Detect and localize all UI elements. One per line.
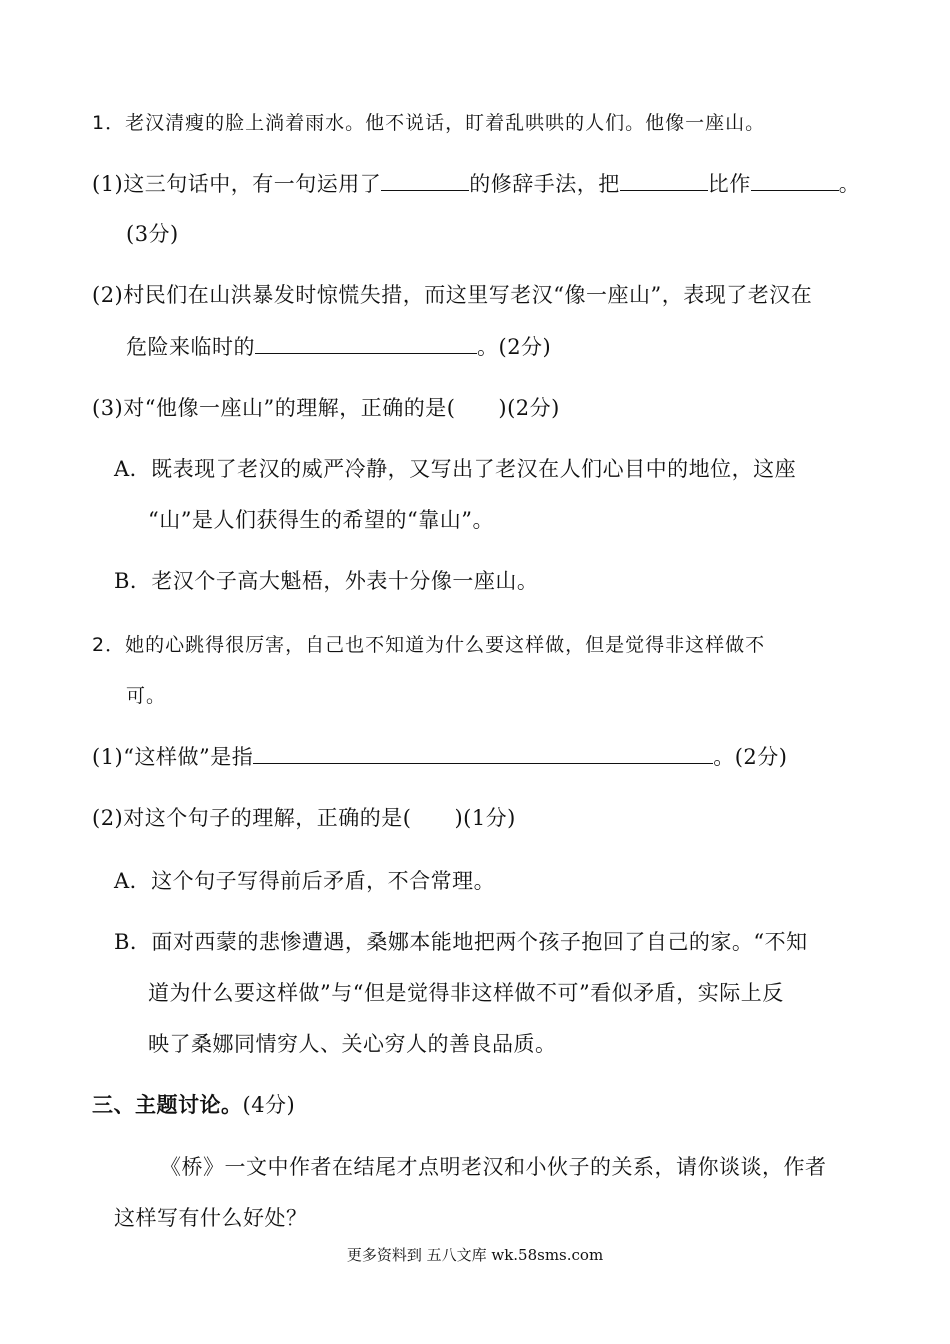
q2-stem-line2: 可。 — [126, 685, 167, 707]
q1-part1 — [92, 168, 860, 199]
section3-body-line1: 《桥》一文中作者在结尾才点明老汉和小伙子的关系，请你谈谈，作者 — [160, 1155, 827, 1179]
q2-blank-meaning[interactable] — [253, 741, 713, 764]
q2-option-b-line3: 映了桑娜同情穷人、关心穷人的善良品质。 — [148, 1032, 557, 1056]
q1-stem: 1．老汉清瘦的脸上淌着雨水。他不说话，盯着乱哄哄的人们。他像一座山。 — [92, 112, 766, 134]
q1-blank-quality[interactable] — [255, 331, 477, 354]
q2-stem-line1: 2．她的心跳得很厉害，自己也不知道为什么要这样做，但是觉得非这样做不 — [92, 634, 766, 656]
section3-score: (4分) — [242, 1093, 296, 1117]
q1-option-a-line2: “山”是人们获得生的希望的“靠山”。 — [148, 508, 494, 532]
q1-blank-subject[interactable] — [620, 168, 708, 191]
q1-part2-line2 — [126, 331, 551, 362]
q1-option-b[interactable]: B．老汉个子高大魁梧，外表十分像一座山。 — [114, 569, 539, 593]
q1-part1-score: (3分) — [126, 222, 179, 246]
q1-part1-text-c: 比作 — [707, 172, 751, 196]
q1-blank-rhetoric[interactable] — [381, 168, 469, 191]
section3-heading — [92, 1090, 295, 1120]
q2-option-a[interactable]: A．这个句子写得前后矛盾，不合常理。 — [114, 869, 496, 893]
q2-option-b-line2: 道为什么要这样做”与“但是觉得非这样做不可”看似矛盾，实际上反 — [148, 981, 784, 1005]
q1-blank-object[interactable] — [751, 168, 839, 191]
q1-part2-text-a: 危险来临时的 — [126, 335, 255, 359]
q1-option-a-line1[interactable]: A．既表现了老汉的威严冷静，又写出了老汉在人们心目中的地位，这座 — [114, 457, 797, 481]
q1-part2-line1: (2)村民们在山洪暴发时惊慌失措，而这里写老汉“像一座山”，表现了老汉在 — [92, 283, 813, 307]
section3-body-line2: 这样写有什么好处？ — [114, 1206, 308, 1230]
q1-part1-text-d: 。 — [838, 172, 861, 196]
q1-part3: (3)对“他像一座山”的理解，正确的是( )(2分) — [92, 396, 560, 420]
section3-title: 三、主题讨论。 — [92, 1092, 243, 1117]
q1-part2-text-b: 。(2分) — [477, 335, 552, 359]
footer-watermark: 更多资料到 五八文库 wk.58sms.com — [346, 1246, 604, 1264]
q2-part1-text-a: (1)“这样做”是指 — [92, 745, 254, 769]
q2-option-b-line1[interactable]: B．面对西蒙的悲惨遭遇，桑娜本能地把两个孩子抱回了自己的家。“不知 — [114, 930, 808, 954]
q2-part1-text-b: 。(2分) — [713, 745, 788, 769]
q1-part1-text-b: 的修辞手法，把 — [469, 172, 620, 196]
q2-part1 — [92, 741, 787, 772]
q1-part1-text-a: (1)这三句话中，有一句运用了 — [92, 172, 382, 196]
q2-part2: (2)对这个句子的理解，正确的是( )(1分) — [92, 806, 516, 830]
